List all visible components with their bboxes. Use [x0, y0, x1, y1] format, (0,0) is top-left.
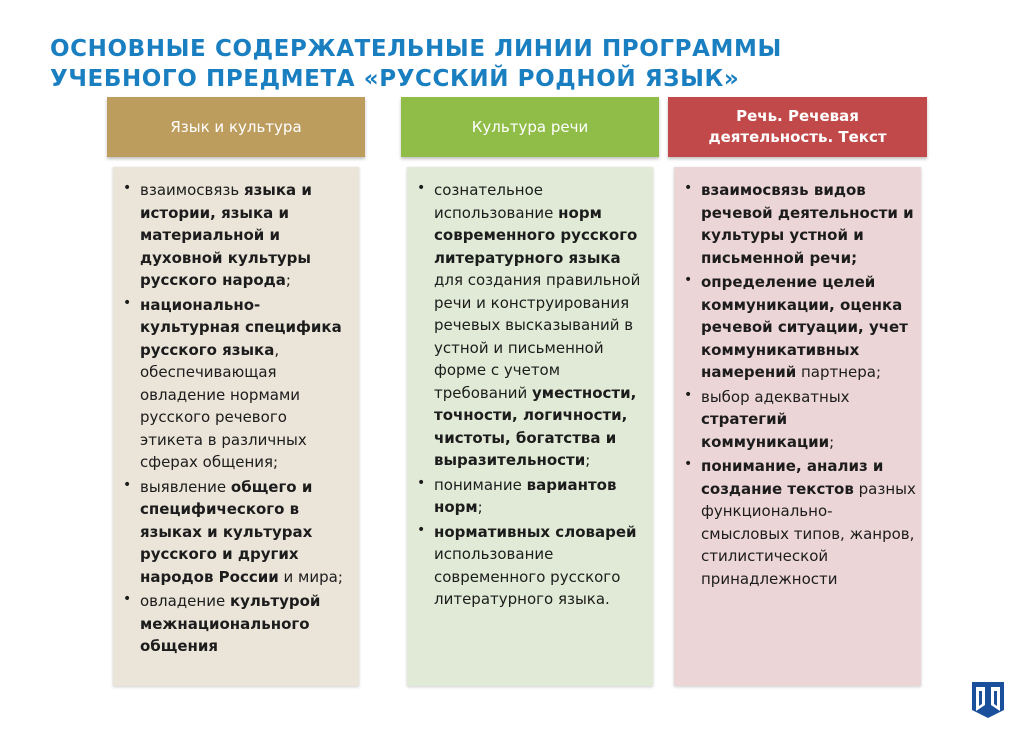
column-body — [407, 167, 653, 686]
column-header: Речь. Речевая деятельность. Текст — [668, 97, 927, 157]
bold-term: понимание, анализ и создание текстов — [701, 457, 884, 498]
column-speech-activity-text — [668, 97, 927, 588]
list-item — [123, 476, 351, 589]
text-run: ; — [829, 432, 835, 451]
text-run: выбор адекватных — [701, 387, 850, 406]
column-speech-culture — [401, 97, 659, 608]
text-run: ; — [477, 498, 483, 516]
column-header: Культура речи — [401, 97, 659, 157]
bold-term: уместности, точности, логичности, чистоты, богатства и выразительности — [434, 383, 637, 469]
bold-term: нормативных словарей — [434, 522, 637, 541]
text-run: использование современного русского литературного языка. — [434, 545, 621, 608]
bold-term: вариантов норм — [434, 475, 617, 516]
bullet-icon: • — [417, 474, 426, 491]
text-run: сознательное использование — [434, 181, 559, 222]
list-item — [123, 294, 351, 474]
bullet-icon: • — [123, 476, 132, 493]
text-run: и мира; — [278, 567, 343, 586]
title-line-1: ОСНОВНЫЕ СОДЕРЖАТЕЛЬНЫЕ ЛИНИИ ПРОГРАММЫ — [50, 36, 782, 62]
bold-term: национально-культурная специфика русского языка — [140, 295, 342, 359]
bullet-icon: • — [417, 180, 426, 196]
bold-term: языка и истории, языка и материальной и духовной культуры русского народа — [140, 181, 312, 289]
list-item — [684, 179, 917, 269]
bold-term: взаимосвязь видов речевой деятельности и культуры устной и письменной речи; — [701, 181, 914, 267]
text-run: выявление — [140, 477, 231, 496]
list-item — [684, 455, 917, 590]
bullet-icon: • — [123, 294, 132, 311]
text-run: ; — [285, 271, 291, 289]
list-item — [417, 179, 645, 472]
list-item — [123, 590, 351, 658]
column-body — [674, 167, 921, 686]
bullet-list — [417, 179, 645, 611]
list-item — [684, 386, 917, 454]
list-item — [684, 271, 917, 384]
bullet-icon: • — [684, 456, 693, 472]
text-run: партнера; — [796, 363, 882, 381]
column-body — [113, 167, 359, 686]
bold-term: определение целей коммуникации, оценка речевой ситуации, учет коммуникативных намерений — [701, 273, 908, 381]
text-run: для создания правильной речи и конструирования речевых высказываний в устной и письменной форме с учетом требований — [434, 271, 641, 402]
text-run: овладение — [140, 592, 230, 610]
bold-term: общего и специфического в языках и культурах русского и других народов России — [140, 477, 313, 586]
column-language-culture — [107, 97, 365, 655]
bold-term: стратегий коммуникации — [701, 410, 830, 451]
text-run: разных функционально-смысловых типов, жанров, стилистической принадлежности — [701, 479, 916, 588]
list-item — [417, 521, 645, 611]
page-title — [50, 34, 980, 94]
bold-term: норм современного русского литературного языка — [434, 203, 638, 267]
bullet-icon: • — [684, 180, 693, 196]
bullet-icon: • — [684, 386, 693, 403]
list-item — [417, 474, 645, 519]
column-header: Язык и культура — [107, 97, 365, 157]
text-run: , обеспечивающая овладение нормами русского речевого этикета в различных сферах общения; — [140, 340, 307, 471]
text-run: ; — [585, 451, 591, 469]
text-run: взаимосвязь — [140, 181, 244, 199]
bullet-list — [684, 179, 917, 590]
bullet-list — [123, 179, 351, 658]
title-line-2: УЧЕБНОГО ПРЕДМЕТА «РУССКИЙ РОДНОЙ ЯЗЫК» — [50, 66, 740, 92]
bullet-icon: • — [123, 591, 132, 607]
bullet-icon: • — [417, 521, 426, 538]
bullet-icon: • — [684, 272, 693, 288]
bullet-icon: • — [123, 180, 132, 196]
ip-logo-icon — [970, 680, 1006, 720]
text-run: понимание — [434, 475, 527, 494]
bold-term: культурой межнационального общения — [140, 592, 321, 655]
list-item — [123, 179, 351, 292]
